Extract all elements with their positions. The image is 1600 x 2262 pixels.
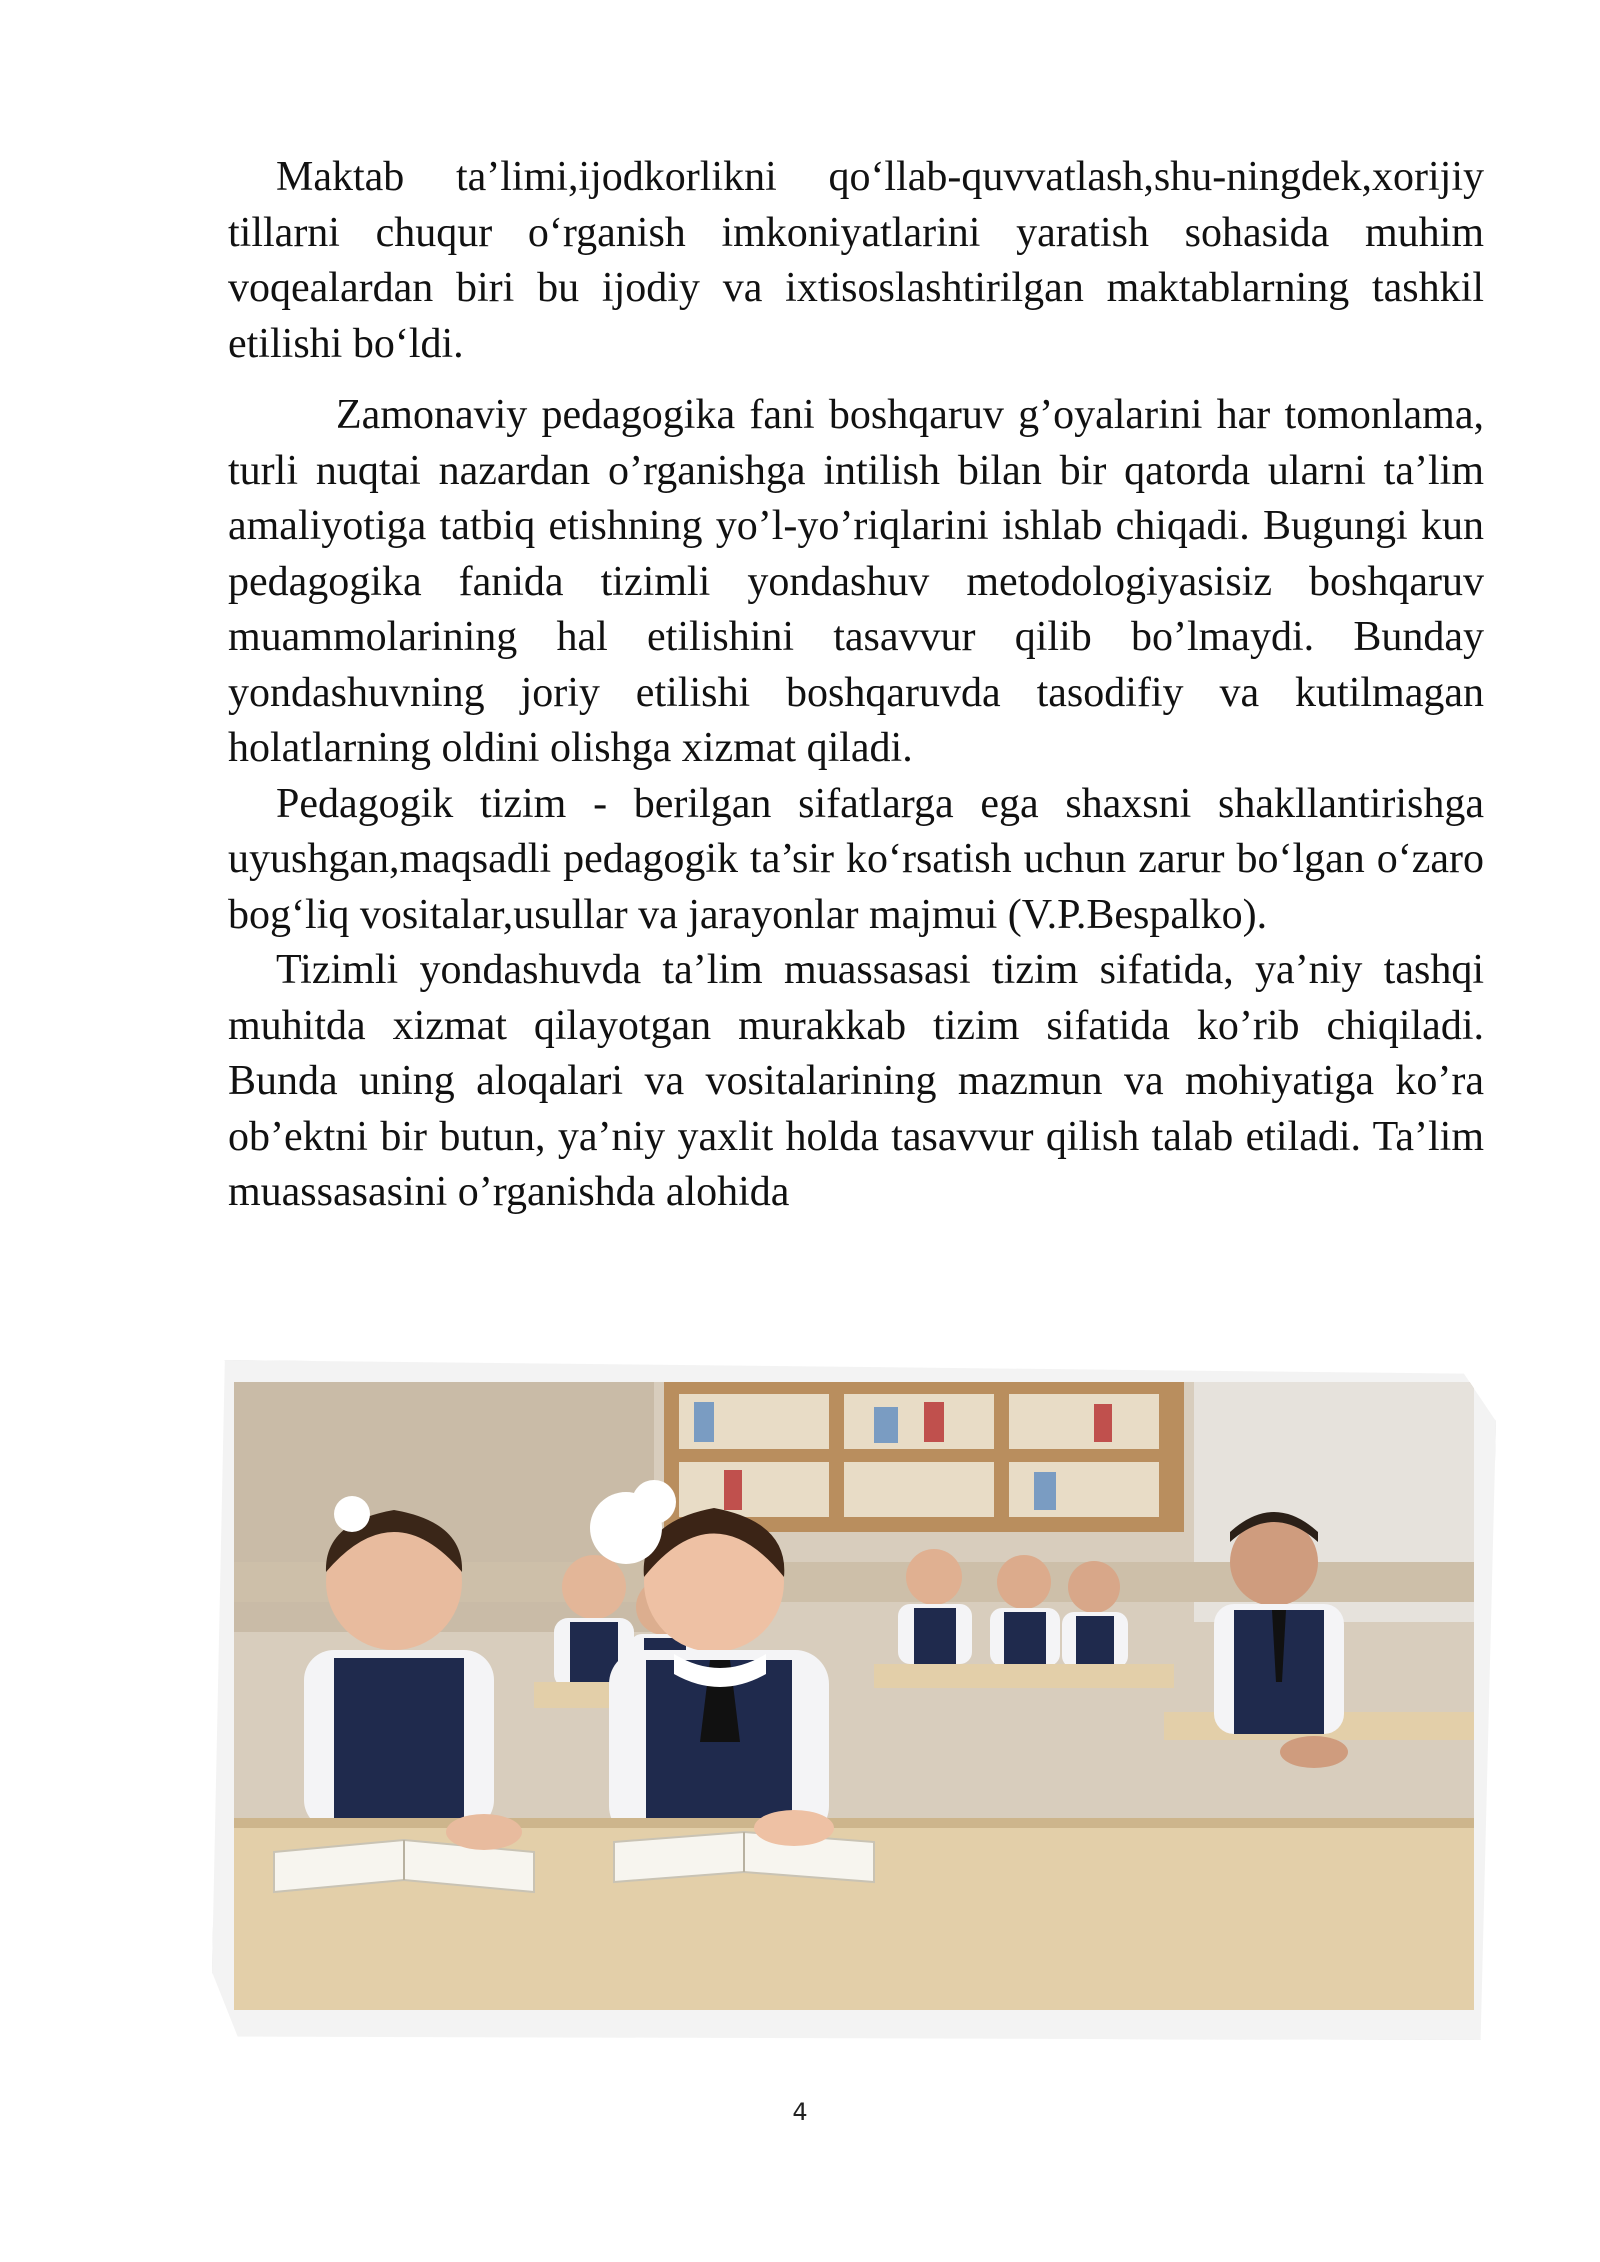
paragraph-1: Maktab ta’limi,ijodkorlikni qo‘llab-quvvatlash,shu-ningdek,xorijiy tillarni chuqur o‘rganish imkoniyatlarini yaratish sohasida muhim voqealardan biri bu ijodiy va ixtisoslashtirilgan maktablarning tashkil etilishi bo‘ldi. xyxy=(228,154,1484,367)
page-number: 4 xyxy=(792,2098,808,2126)
classroom-illustration xyxy=(234,1382,1474,2010)
paragraph-4: Tizimli yondashuvda ta’lim muassasasi tizim sifatida, ya’niy tashqi muhitda xizmat qilayotgan murakkab tizim sifatida ko’rib chiqiladi. Bunda uning aloqalari va vositalarining mazmun va mohiyatiga ko’ra ob’ektni bir butun, ya’niy yaxlit holda tasavvur qilish talab etiladi. Ta’lim muassasasini o’rganishda alohida xyxy=(228,947,1484,1215)
paragraph-2: Zamonaviy pedagogika fani boshqaruv g’oyalarini har tomonlama, turli nuqtai nazardan o’rganishga intilish bilan bir qatorda ularni ta’lim amaliyotiga tatbiq etishning yo’l-yo’riqlarini ishlab chiqadi. Bugungi kun pedagogika fanida tizimli yondashuv metodologiyasisiz boshqaruv muammolarining hal etilishini tasavvur qilib bo’lmaydi. Bunday yondashuvning joriy etilishi boshqaruvda tasodifiy va kutilmagan holatlarning oldini olishga xizmat qiladi. xyxy=(228,392,1484,771)
classroom-photo xyxy=(234,1382,1474,2010)
body-text xyxy=(228,150,1484,1221)
paragraph-3: Pedagogik tizim - berilgan sifatlarga ega shaxsni shakllantirishga uyushgan,maqsadli pedagogik ta’sir ko‘rsatish uchun zarur bo‘lgan o‘zaro bog‘liq vositalar,usullar va jarayonlar majmui (V.P.Bespalko). xyxy=(228,780,1484,938)
classroom-photo-frame xyxy=(212,1360,1496,2040)
